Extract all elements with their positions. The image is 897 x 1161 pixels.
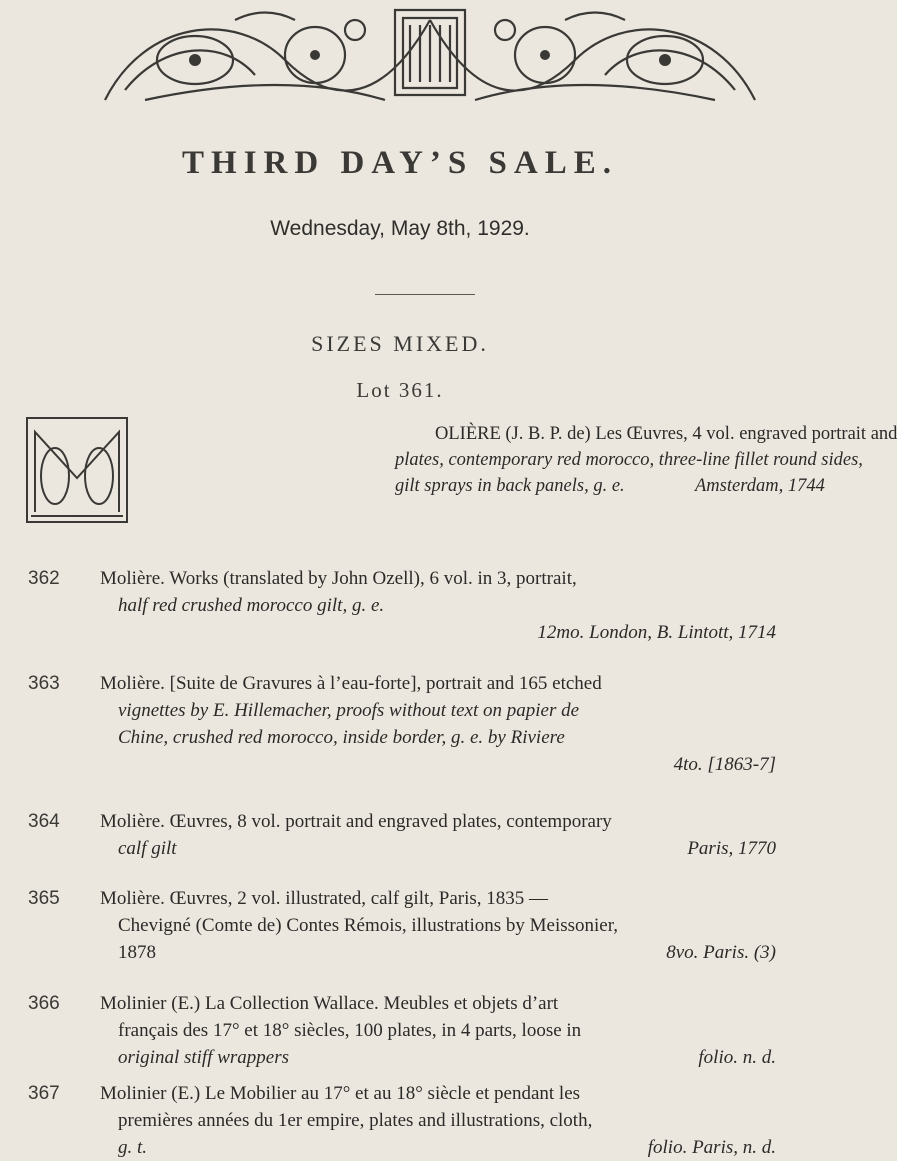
lot-imprint: 4to. [1863-7] bbox=[673, 754, 776, 775]
lot-line: Chine, crushed red morocco, inside border, g. e. by Riviere bbox=[118, 727, 565, 748]
lot-line: Molière. Œuvres, 8 vol. portrait and engraved plates, contemporary bbox=[100, 811, 612, 832]
lot-line-italic: half red crushed morocco gilt, g. e. bbox=[118, 595, 385, 616]
initial-letter: M bbox=[77, 516, 78, 517]
lot-description bbox=[100, 565, 780, 646]
lot-description bbox=[100, 1080, 780, 1161]
lot-imprint: folio. Paris, n. d. bbox=[647, 1137, 776, 1158]
lot-heading: Lot 361. bbox=[356, 378, 444, 402]
lot-line: Molinier (E.) La Collection Wallace. Meubles et objets d’art bbox=[100, 993, 559, 1014]
lot-description bbox=[100, 990, 780, 1071]
lot-361-line-1: OLIÈRE (J. B. P. de) Les Œuvres, 4 vol. engraved portrait and bbox=[435, 424, 897, 444]
lot-number: 364 bbox=[28, 811, 60, 832]
lot-imprint: Paris, 1770 bbox=[687, 838, 776, 859]
lot-361-imprint: Amsterdam, 1744 bbox=[695, 476, 825, 496]
lot-361-line-2: plates, contemporary red morocco, three-line fillet round sides, bbox=[395, 450, 863, 470]
lot-line bbox=[100, 835, 780, 862]
lot-line bbox=[100, 592, 780, 619]
lot-number: 366 bbox=[28, 993, 60, 1014]
lot-line: Molinier (E.) Le Mobilier au 17° et au 18° siècle et pendant les bbox=[100, 1083, 581, 1104]
lot-imprint: 8vo. Paris. (3) bbox=[666, 942, 776, 963]
sale-date: Wednesday, May 8th, 1929. bbox=[270, 217, 530, 240]
lot-number: 367 bbox=[28, 1083, 60, 1104]
divider-rule bbox=[375, 294, 475, 295]
lot-361-line-3: gilt sprays in back panels, g. e. bbox=[395, 476, 625, 496]
lot-line bbox=[100, 939, 780, 966]
decorated-initial-m bbox=[25, 416, 445, 526]
lot-line bbox=[100, 1134, 780, 1161]
lot-line-italic: original stiff wrappers bbox=[118, 1047, 290, 1068]
lot-number: 363 bbox=[28, 673, 60, 694]
lot-number: 365 bbox=[28, 888, 60, 909]
lot-line: Molière. Works (translated by John Ozell), 6 vol. in 3, portrait, bbox=[100, 568, 577, 589]
lot-line: Chevigné (Comte de) Contes Rémois, illustrations by Meissonier, bbox=[118, 915, 619, 936]
lot-description bbox=[100, 885, 780, 966]
ornamental-headpiece bbox=[85, 0, 775, 108]
lot-line: premières années du 1er empire, plates and illustrations, cloth, bbox=[118, 1110, 593, 1131]
lot-imprint: folio. n. d. bbox=[698, 1047, 776, 1068]
lot-description bbox=[100, 808, 780, 862]
lot-line: Molière. [Suite de Gravures à l’eau-forte], portrait and 165 etched bbox=[100, 673, 602, 694]
lot-line: vignettes by E. Hillemacher, proofs without text on papier de bbox=[118, 700, 580, 721]
lot-line-text: 1878 bbox=[118, 942, 156, 963]
lot-description bbox=[100, 670, 780, 778]
section-heading: SIZES MIXED. bbox=[311, 331, 489, 356]
lot-number: 362 bbox=[28, 568, 60, 589]
lot-361-line-3-row bbox=[395, 473, 825, 499]
lot-line: français des 17° et 18° siècles, 100 plates, in 4 parts, loose in bbox=[118, 1020, 582, 1041]
lot-line-italic: g. t. bbox=[118, 1137, 148, 1158]
lot-imprint: 12mo. London, B. Lintott, 1714 bbox=[537, 622, 776, 643]
lot-line bbox=[100, 1044, 780, 1071]
page-title: THIRD DAY’S SALE. bbox=[182, 145, 618, 181]
lot-line-italic: calf gilt bbox=[118, 838, 177, 859]
lot-line: Molière. Œuvres, 2 vol. illustrated, calf gilt, Paris, 1835 — bbox=[100, 888, 549, 909]
